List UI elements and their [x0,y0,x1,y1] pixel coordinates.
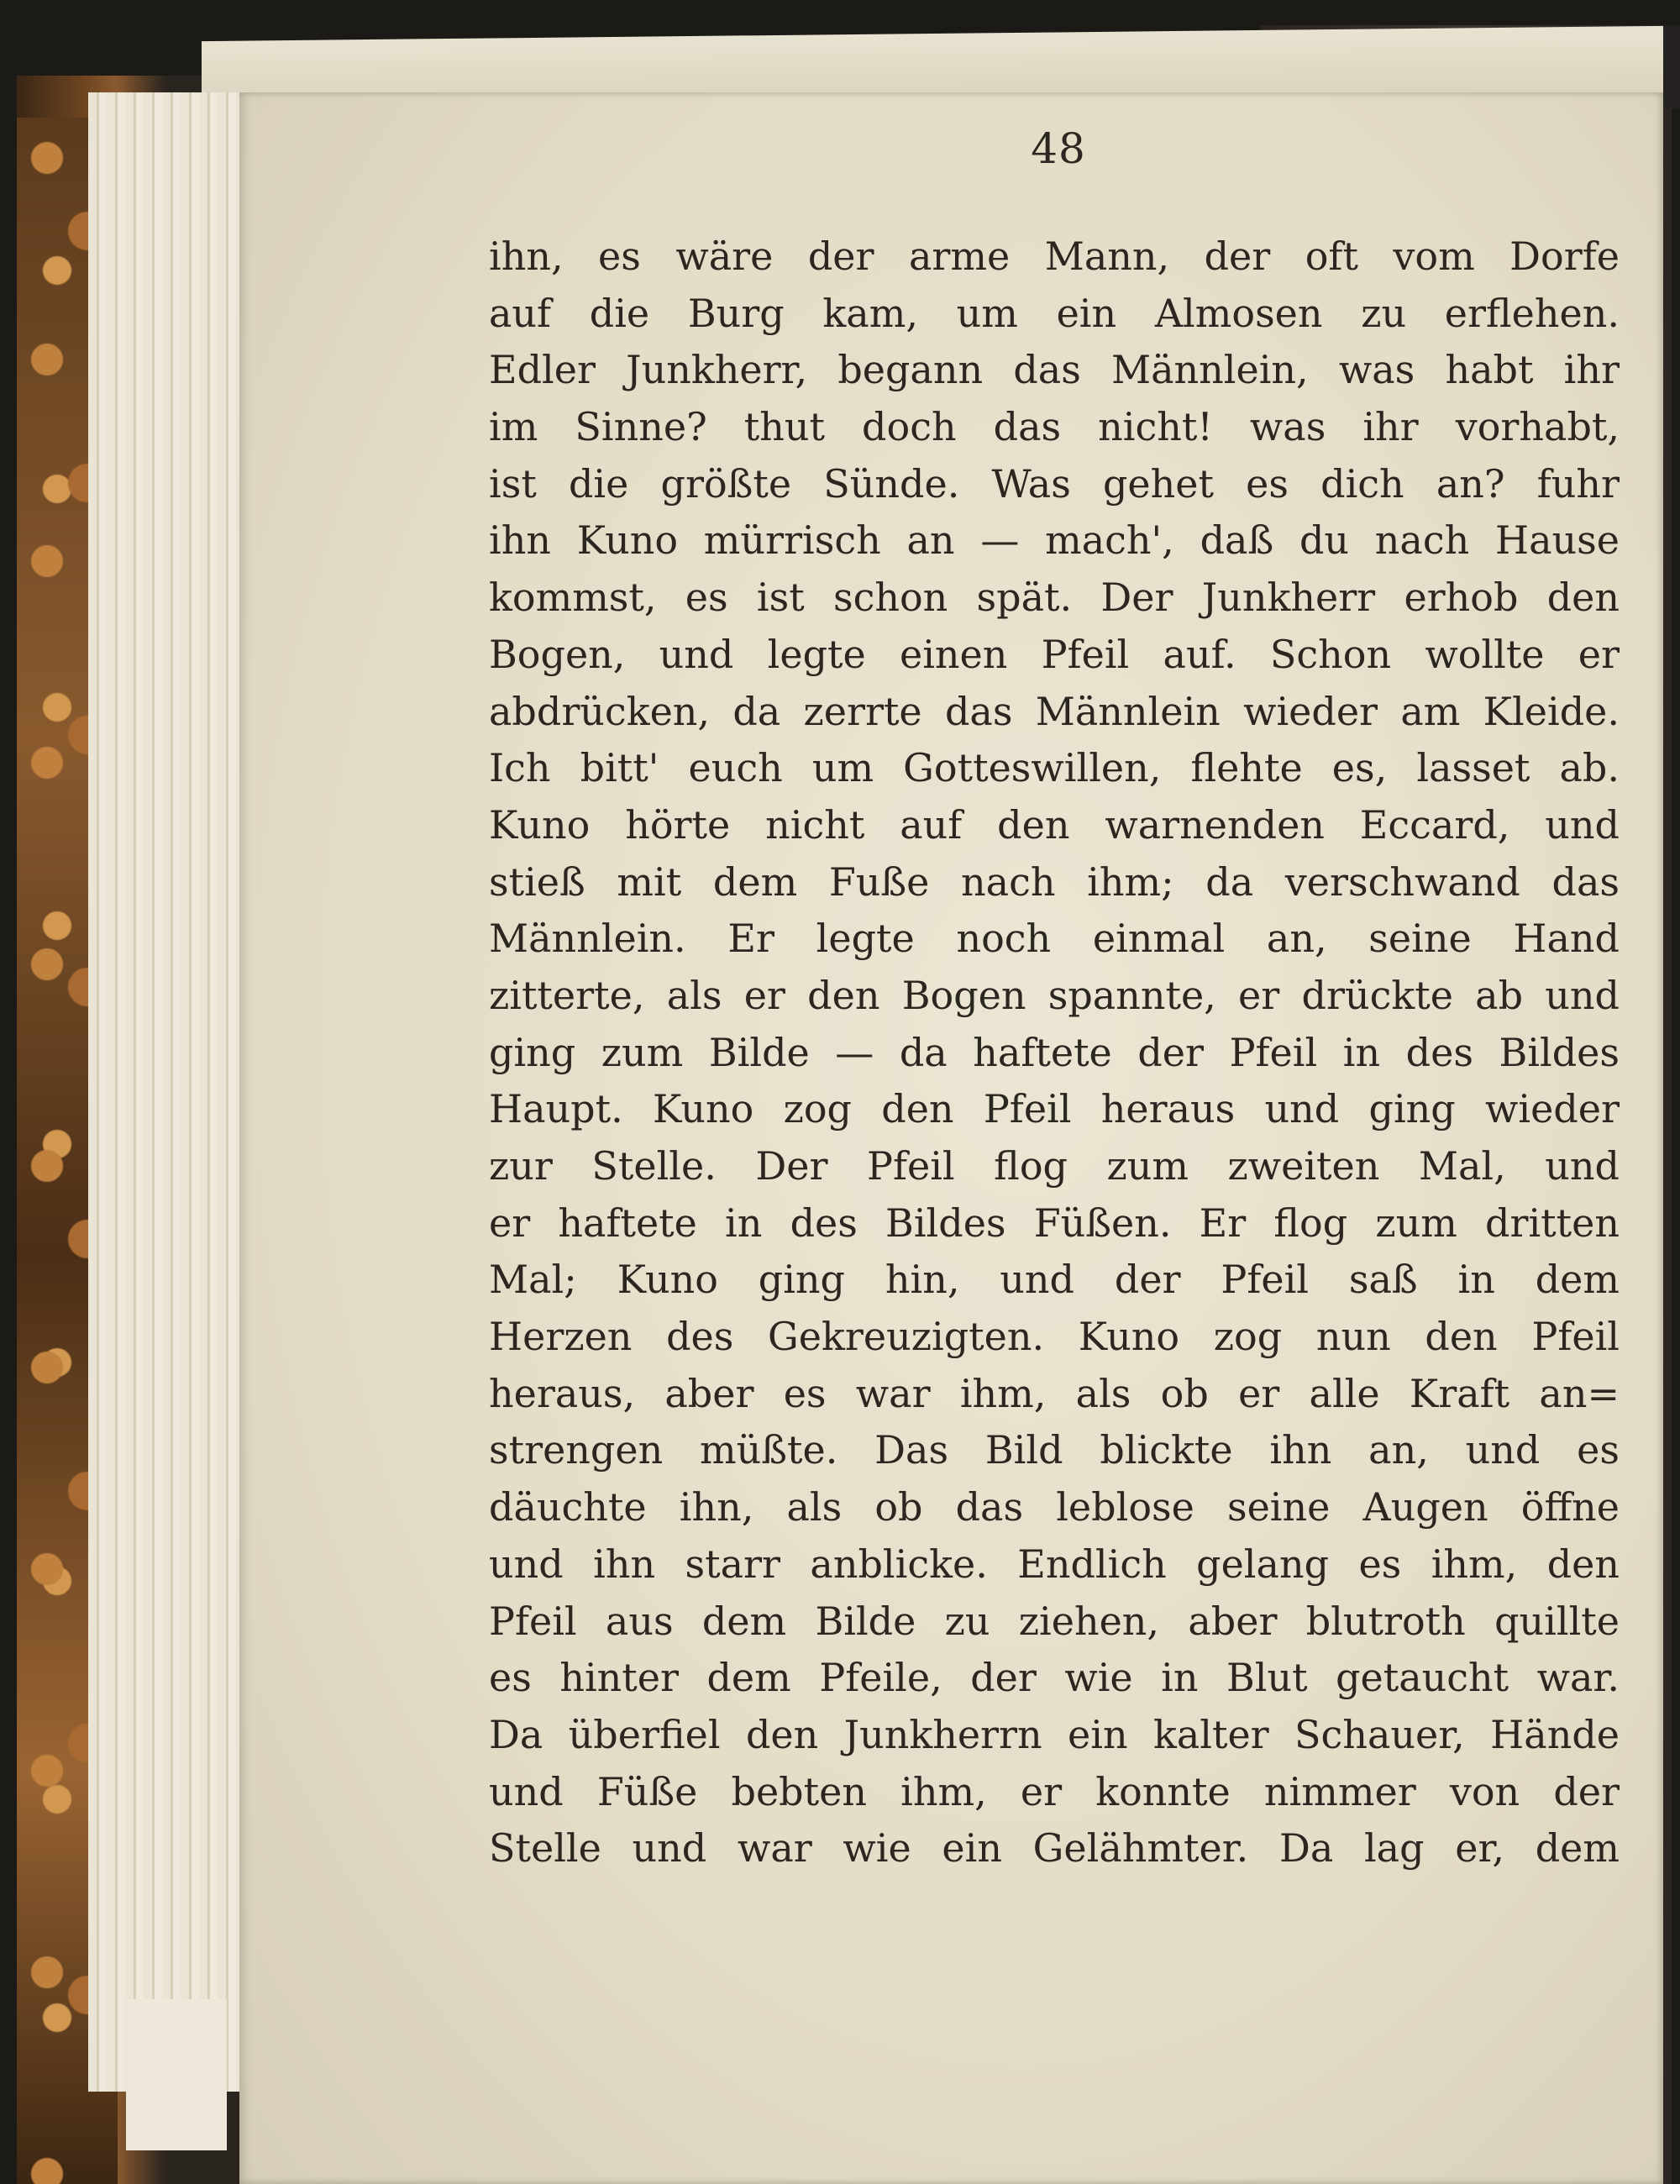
text-line: strengen müßte. Das Bild blickte ihn an, und es [489,1427,1620,1473]
text-line: ihn Kuno mürrisch an — mach', daß du nach Hause [489,517,1620,564]
text-line: ist die größte Sünde. Was gehet es dich an? fuhr [489,460,1620,507]
text-line: Herzen des Gekreuzigten. Kuno zog nun den Pfeil [489,1314,1620,1360]
text-line: Mal; Kuno ging hin, und der Pfeil saß in dem [489,1257,1620,1303]
text-line: er haftete in des Bildes Füßen. Er flog zum dritten [489,1200,1620,1246]
text-line: Bogen, und legte einen Pfeil auf. Schon wollte er [489,631,1620,677]
text-line: Haupt. Kuno zog den Pfeil heraus und ging wieder [489,1086,1620,1132]
text-line: däuchte ihn, als ob das leblose seine Augen öffne [489,1484,1620,1530]
text-line: Stelle und war wie ein Gelähmter. Da lag er, dem [489,1825,1620,1872]
text-line: und Füße bebten ihm, er konnte nimmer von der [489,1768,1620,1814]
text-line: Männlein. Er legte noch einmal an, seine Hand [489,916,1620,962]
text-line: Da überfiel den Junkherrn ein kalter Schauer, Hände [489,1711,1620,1757]
text-line: abdrücken, da zerrte das Männlein wieder am Kleide. [489,688,1620,734]
page-stack-bottom-corner [126,1999,227,2150]
page-number: 48 [1031,124,1086,173]
text-line: auf die Burg kam, um ein Almosen zu erflehen. [489,290,1620,336]
text-line: im Sinne? thut doch das nicht! was ihr vorhabt, [489,404,1620,450]
text-line: ging zum Bilde — da haftete der Pfeil in des Bildes [489,1029,1620,1075]
text-line: und ihn starr anblicke. Endlich gelang es ihm, den [489,1541,1620,1587]
page-stack-left-edge [88,92,239,2092]
text-line: es hinter dem Pfeile, der wie in Blut getaucht war. [489,1655,1620,1701]
text-line: kommst, es ist schon spät. Der Junkherr erhob den [489,575,1620,621]
text-line: heraus, aber es war ihm, als ob er alle Kraft an= [489,1370,1620,1416]
text-line: Edler Junkherr, begann das Männlein, was habt ihr [489,347,1620,393]
text-line: Kuno hörte nicht auf den warnenden Eccard, und [489,801,1620,848]
text-line: zitterte, als er den Bogen spannte, er drückte ab und [489,972,1620,1018]
text-line: Pfeil aus dem Bilde zu ziehen, aber blutroth quillte [489,1598,1620,1644]
text-line: stieß mit dem Fuße nach ihm; da verschwand das [489,858,1620,905]
text-line: zur Stelle. Der Pfeil flog zum zweiten Mal, und [489,1143,1620,1189]
body-text [489,228,1620,1877]
text-line: Ich bitt' euch um Gotteswillen, flehte es, lasset ab. [489,745,1620,791]
text-line: ihn, es wäre der arme Mann, der oft vom Dorfe [489,234,1620,279]
